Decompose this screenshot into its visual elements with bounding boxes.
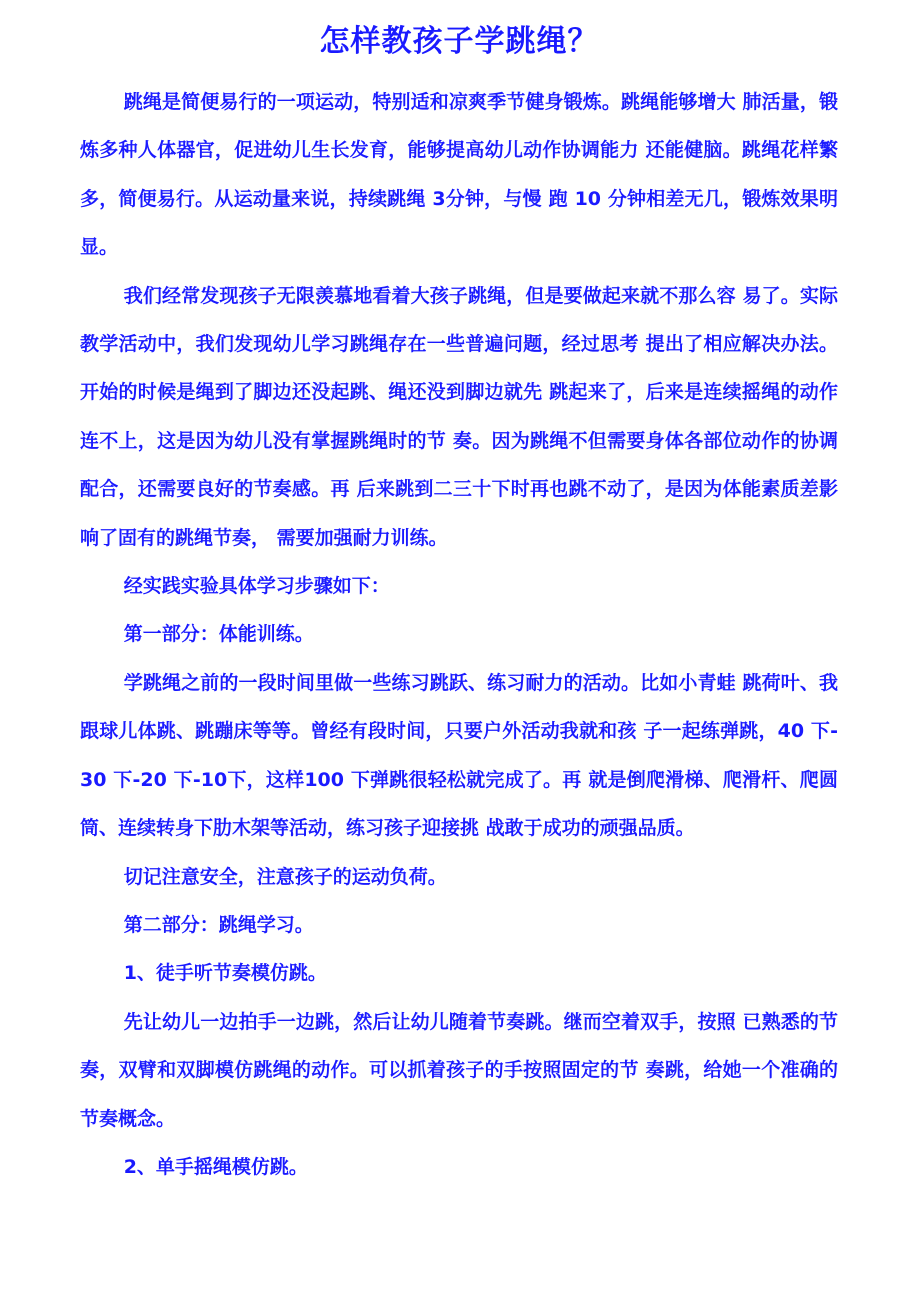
paragraph-intro: 跳绳是简便易行的一项运动，特别适和凉爽季节健身锻炼。跳绳能够增大 肺活量，锻炼多种人体器官，促进幼儿生长发育，能够提高幼儿动作协调能力 还能健脑。跳绳花样繁多，简便易行。从运动量来说，持续跳绳 3分钟，与慢 跑 10 分钟相差无几，锻炼效果明显。 <box>80 91 838 259</box>
document-page <box>80 18 838 1191</box>
page-title: 怎样教孩子学跳绳？ <box>319 24 599 59</box>
paragraph-fitness-training: 学跳绳之前的一段时间里做一些练习跳跃、练习耐力的活动。比如小青蛙 跳荷叶、我跟球儿体跳、跳蹦床等等。曾经有段时间，只要户外活动我就和孩 子一起练弹跳，40 下-30 下-20 下-10下，这样100 下弹跳很轻松就完成了。再 就是倒爬滑梯、爬滑杆、爬圆筒、连续转身下肋木架等活动，练习孩子迎接挑 战敢于成功的顽强品质。 <box>80 671 838 840</box>
step-heading-1: 1、徒手听节奏模仿跳。 <box>123 962 327 985</box>
section-heading-part-two: 第二部分：跳绳学习。 <box>123 913 314 936</box>
paragraph-steps-intro: 经实践实验具体学习步骤如下： <box>123 575 390 598</box>
section-heading-part-one: 第一部分：体能训练。 <box>123 623 314 646</box>
step-heading-2: 2、单手摇绳模仿跳。 <box>123 1155 308 1178</box>
paragraph-step-1: 先让幼儿一边拍手一边跳，然后让幼儿随着节奏跳。继而空着双手，按照 已熟悉的节奏，双臂和双脚模仿跳绳的动作。可以抓着孩子的手按照固定的节 奏跳，给她一个准确的节奏概念。 <box>80 1010 838 1130</box>
paragraph-safety-note: 切记注意安全，注意孩子的运动负荷。 <box>123 865 447 888</box>
paragraph-problems: 我们经常发现孩子无限羡慕地看着大孩子跳绳，但是要做起来就不那么容 易了。实际教学活动中，我们发现幼儿学习跳绳存在一些普遍问题，经过思考 提出了相应解决办法。开始的时候是绳到了脚边还没起跳、绳还没到脚边就先 跳起来了，后来是连续摇绳的动作连不上，这是因为幼儿没有掌握跳绳时的节 奏。因为跳绳不但需要身体各部位动作的协调配合，还需要良好的节奏感。再 后来跳到二三十下时再也跳不动了，是因为体能素质差影响了固有的跳绳节奏， 需要加强耐力训练。 <box>80 284 838 549</box>
